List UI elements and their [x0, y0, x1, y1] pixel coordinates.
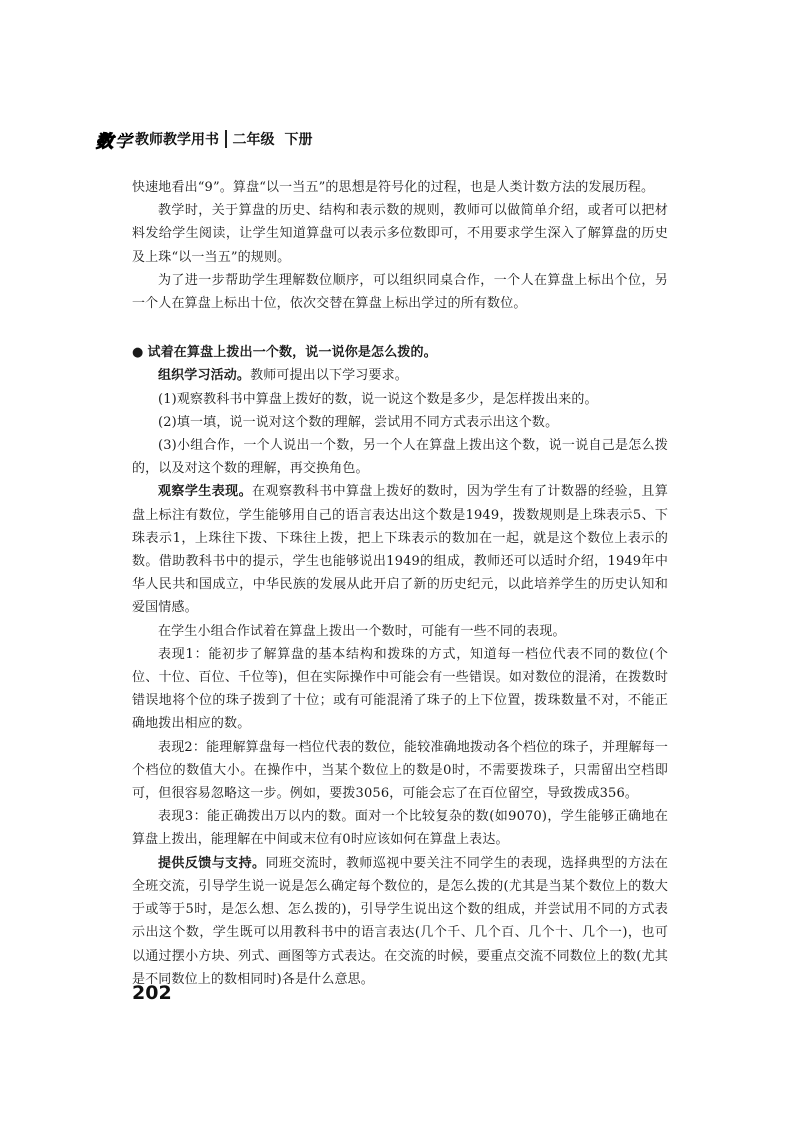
paragraph-text: 能理解算盘每一档位代表的数位，能较准确地拨动各个档位的珠子，并理解每一个档位的数值大小。在操作中，当某个数位上的数是0时，不需要拨珠子，只需留出空档即可，但很容易忽略这一步。例如，要拨3056，可能会忘了在百位留空，导致拨成356。 — [132, 739, 668, 802]
page-body — [132, 176, 668, 991]
performance-item — [132, 736, 668, 806]
logo-char-1: 数 — [96, 131, 114, 152]
performance-lead: 表现1： — [158, 646, 209, 662]
requirement-item: (2)填一填，说一说对这个数的理解，尝试用不同方式表示出这个数。 — [158, 414, 559, 430]
bullet-icon: ● — [132, 345, 144, 361]
paragraph — [132, 480, 668, 619]
section-lead: 观察学生表现。 — [158, 484, 252, 500]
performance-item — [132, 805, 668, 851]
page-number: 202 — [132, 982, 172, 1004]
subject-logo — [96, 127, 132, 152]
paragraph-text: 在观察教科书中算盘上拨好的数时，因为学生有了计数器的经验，且算盘上标注有数位，学生能够用自己的语言表达出这个数是1949，拨数规则是上珠表示5、下珠表示1，上珠往下拨、下珠往上拨，把上下珠表示的数加在一起，就是这个数位上表示的数。借助教科书中的提示，学生也能够说出1949的组成，教师还可以适时介绍，1949年中华人民共和国成立，中华民族的发展从此开启了新的历史纪元，以此培养学生的历史认知和爱国情感。 — [132, 484, 668, 616]
paragraph-text: 能正确拨出万以内的数。面对一个比较复杂的数(如9070)，学生能够正确地在算盘上拨出，能理解在中间或末位有0时应该如何在算盘上表达。 — [132, 809, 669, 848]
performance-lead: 表现2： — [158, 739, 207, 755]
requirement-item: (3)小组合作，一个人说出一个数，另一个人在算盘上拨出这个数，说一说自己是怎么拨的，以及对这个数的理解，再交换角色。 — [132, 438, 668, 477]
paragraph: 快速地看出“9”。算盘“以一当五”的思想是符号化的过程，也是人类计数方法的发展历程。 — [132, 180, 655, 195]
performance-item — [132, 643, 668, 736]
paragraph: 教学时，关于算盘的历史、结构和表示数的规则，教师可以做简单介绍，或者可以把材料发给学生阅读，让学生知道算盘可以表示多位数即可，不用要求学生深入了解算盘的历史及上珠“以一当五”的规则。 — [132, 203, 668, 265]
book-title: 教师教学用书 — [135, 132, 219, 148]
paragraph-text: 教师可提出以下学习要求。 — [250, 368, 408, 384]
logo-char-2: 学 — [115, 131, 132, 152]
requirement-item: (1)观察教科书中算盘上拨好的数，说一说这个数是多少，是怎样拨出来的。 — [158, 391, 598, 407]
volume-label: 下册 — [284, 132, 313, 148]
paragraph: 为了进一步帮助学生理解数位顺序，可以组织同桌合作，一个人在算盘上标出个位，另一个人在算盘上标出十位，依次交替在算盘上标出学过的所有数位。 — [132, 272, 668, 312]
paragraph-text: 同班交流时，教师巡视中要关注不同学生的表现，选择典型的方法在全班交流，引导学生说一说是怎么确定每个数位的，是怎么拨的(尤其是当某个数位上的数大于或等于5时，是怎么想、怎么拨的)，引导学生说出这个数的组成，并尝试用不同的方式表示出这个数，学生既可以用教科书中的语言表达(几个千、几个百、几个十、几个一)，也可以通过摆小方块、列式、画图等方式表达。在交流的时候，要重点交流不同数位上的数(尤其是不同数位上的数相同时)各是什么意思。 — [132, 855, 668, 987]
section-lead: 组织学习活动。 — [158, 368, 251, 384]
section-lead: 提供反馈与支持。 — [158, 855, 266, 871]
paragraph: 在学生小组合作试着在算盘上拨出一个数时，可能有一些不同的表现。 — [158, 623, 566, 639]
header-divider — [225, 130, 227, 148]
grade-label: 二年级 — [232, 132, 275, 148]
running-header — [96, 128, 313, 150]
activity-heading-text: 试着在算盘上拨出一个数，说一说你是怎么拨的。 — [147, 345, 437, 361]
paragraph — [132, 852, 668, 991]
paragraph — [132, 364, 668, 387]
activity-heading — [132, 341, 668, 364]
performance-lead: 表现3： — [158, 809, 208, 825]
paragraph-text: 能初步了解算盘的基本结构和拨珠的方式，知道每一档位代表不同的数位(个位、十位、百位、千位等)，但在实际操作中可能会有一些错误。如对数位的混淆，在拨数时错误地将个位的珠子拨到了十位；或有可能混淆了珠子的上下位置，拨珠数量不对，不能正确地拨出相应的数。 — [132, 646, 668, 732]
